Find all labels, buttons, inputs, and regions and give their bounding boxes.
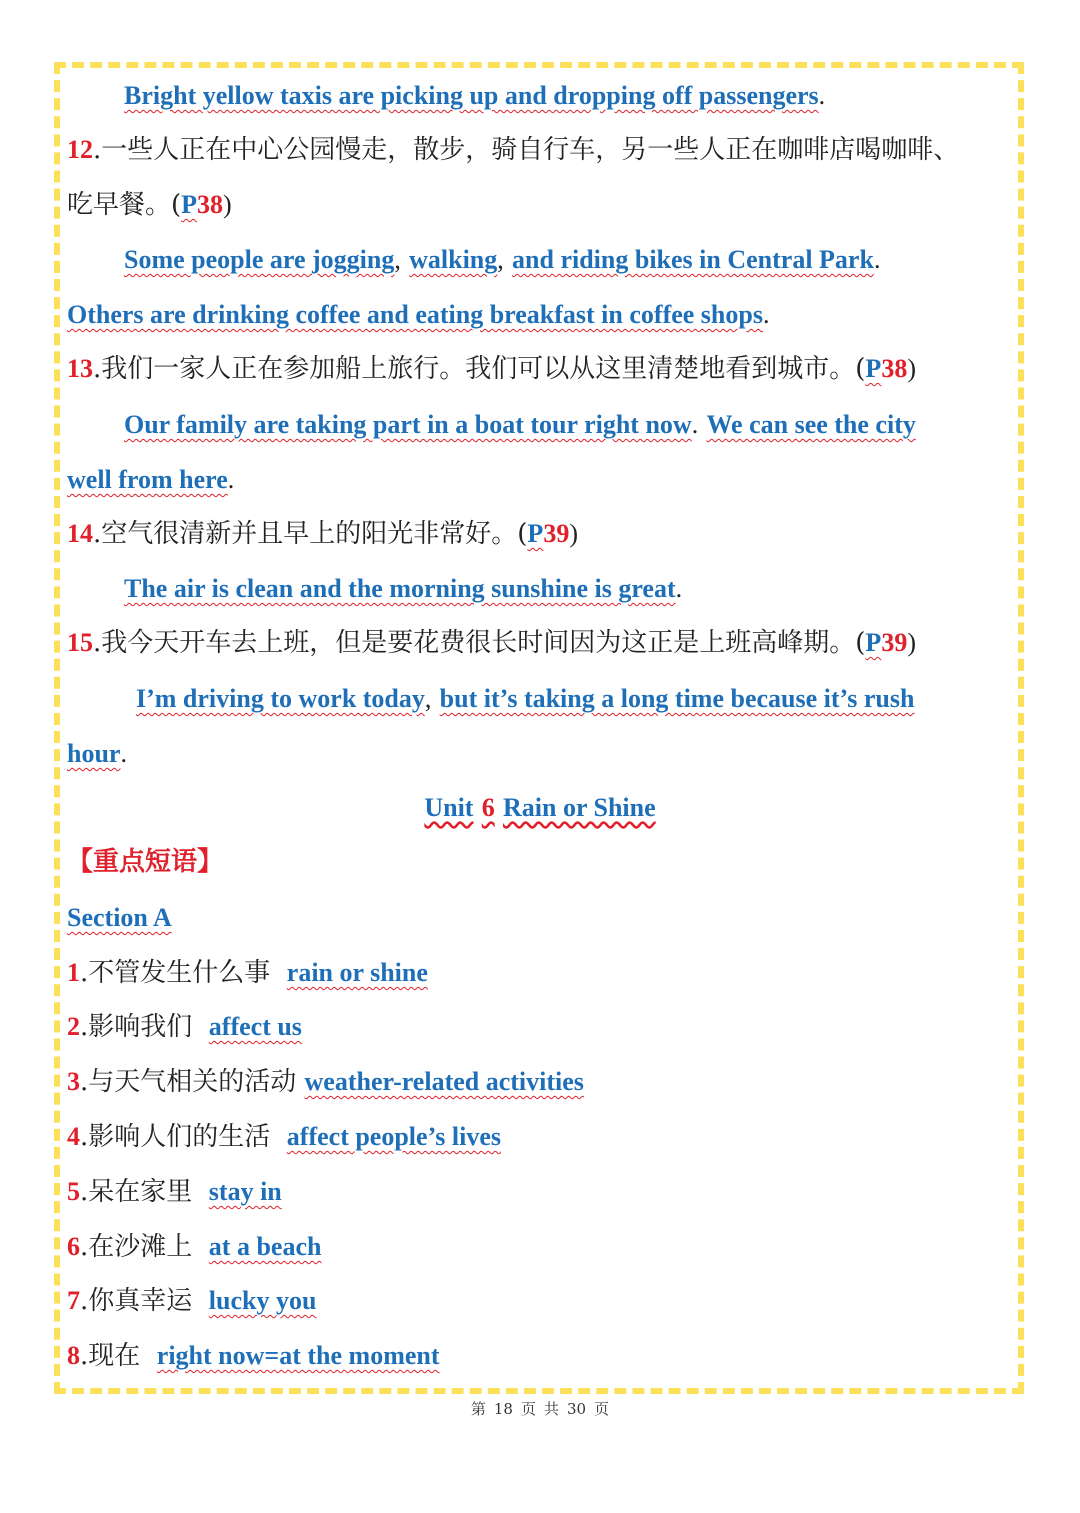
- answer-15-a: [136, 682, 1080, 716]
- question-text: .我今天开车去上班，但是要花费很长时间因为这正是上班高峰期。(: [93, 628, 866, 658]
- phrase-english: affect us: [208, 1012, 302, 1041]
- punctuation: .: [675, 574, 683, 603]
- unit-number: 6: [481, 793, 495, 822]
- phrase-number: 1: [67, 958, 80, 987]
- phrase-item: [67, 956, 1080, 990]
- phrase-english: lucky you: [208, 1286, 317, 1315]
- punctuation: ): [907, 354, 916, 383]
- page-ref-number: 38: [197, 190, 224, 219]
- footer-text: 共: [544, 1400, 560, 1418]
- phrase-chinese: .不管发生什么事: [80, 958, 271, 988]
- punctuation: .: [873, 245, 881, 274]
- question-15: [67, 626, 1080, 660]
- phrase-chinese: .在沙滩上: [80, 1232, 193, 1262]
- phrase-item: [67, 1339, 1080, 1373]
- question-number: 15: [67, 628, 93, 657]
- answer-15-b: [67, 737, 1080, 771]
- answer-14: [124, 572, 1080, 606]
- phrase-item: [67, 1230, 1080, 1264]
- answer-text: Some people are jogging: [124, 245, 395, 274]
- current-page-number: 18: [493, 1400, 513, 1418]
- phrase-number: 3: [67, 1067, 80, 1096]
- question-12-cont: [67, 188, 1080, 222]
- answer-text: hour: [67, 739, 121, 768]
- question-number: 13: [67, 354, 93, 383]
- phrase-english: weather-related activities: [304, 1067, 584, 1096]
- page-ref-number: 39: [881, 628, 908, 657]
- question-12: [67, 133, 1080, 167]
- phrase-number: 2: [67, 1012, 80, 1041]
- punctuation: ): [569, 519, 578, 548]
- punctuation: .: [120, 739, 127, 768]
- punctuation: .: [691, 410, 699, 439]
- total-pages-number: 30: [567, 1400, 587, 1418]
- question-text: .空气很清新并且早上的阳光非常好。(: [93, 519, 528, 549]
- answer-line-11: [124, 79, 1080, 113]
- page-ref-p: P: [865, 628, 882, 657]
- key-phrases-heading: [67, 845, 1080, 879]
- answer-12-b: [67, 298, 1080, 332]
- phrase-english: affect people’s lives: [286, 1122, 501, 1151]
- answer-text: but it’s taking a long time because it’s rush: [439, 684, 915, 713]
- phrase-number: 7: [67, 1286, 80, 1315]
- question-text: 吃早餐。(: [67, 190, 182, 220]
- punctuation: ): [223, 190, 232, 219]
- phrase-item: [67, 1175, 1080, 1209]
- phrase-number: 4: [67, 1122, 80, 1151]
- answer-text: well from here: [67, 465, 228, 494]
- question-number: 14: [67, 519, 93, 548]
- page-ref-p: P: [865, 354, 882, 383]
- page-ref-number: 38: [881, 354, 908, 383]
- footer-text: 页: [594, 1400, 610, 1418]
- phrase-item: [67, 1284, 1080, 1318]
- question-number: 12: [67, 135, 93, 164]
- answer-text: Our family are taking part in a boat tour right now: [124, 410, 692, 439]
- punctuation: .: [227, 465, 235, 494]
- phrase-item: [67, 1010, 1080, 1044]
- answer-text: Bright yellow taxis are picking up and dropping off passengers: [124, 81, 819, 110]
- phrase-english: rain or shine: [286, 958, 428, 987]
- phrase-chinese: .与天气相关的活动: [80, 1067, 297, 1097]
- answer-text: walking: [409, 245, 498, 274]
- punctuation: ,: [497, 245, 504, 274]
- punctuation: ): [907, 628, 916, 657]
- unit-word: Unit: [424, 793, 474, 822]
- answer-13-b: [67, 463, 1080, 497]
- section-text: Section A: [67, 903, 172, 932]
- phrase-chinese: .你真幸运: [80, 1286, 193, 1316]
- page-ref-number: 39: [543, 519, 570, 548]
- punctuation: ,: [424, 684, 432, 713]
- answer-text: We can see the city: [706, 410, 916, 439]
- phrase-english: stay in: [208, 1177, 282, 1206]
- phrase-chinese: .影响人们的生活: [80, 1122, 271, 1152]
- unit-name: Rain or Shine: [502, 793, 656, 822]
- page-footer: [0, 1398, 1080, 1419]
- unit-title: [0, 791, 1080, 825]
- phrase-number: 8: [67, 1341, 80, 1370]
- footer-text: 页: [520, 1400, 536, 1418]
- page-ref-p: P: [527, 519, 544, 548]
- punctuation: ,: [394, 245, 401, 274]
- phrase-item: [67, 1120, 1080, 1154]
- question-13: [67, 352, 1080, 386]
- phrase-item: [67, 1065, 1080, 1099]
- page-ref-p: P: [181, 190, 198, 219]
- heading-text: 【重点短语】: [67, 847, 224, 877]
- question-14: [67, 517, 1080, 551]
- phrase-number: 6: [67, 1232, 80, 1261]
- answer-text: and riding bikes in Central Park: [512, 245, 874, 274]
- footer-text: 第: [470, 1400, 486, 1418]
- answer-13-a: [124, 408, 1080, 442]
- answer-12-a: [124, 243, 1080, 277]
- phrase-number: 5: [67, 1177, 80, 1206]
- phrase-english: right now=at the moment: [156, 1341, 440, 1370]
- punctuation: .: [762, 300, 770, 329]
- question-text: .我们一家人正在参加船上旅行。我们可以从这里清楚地看到城市。(: [93, 354, 866, 384]
- punctuation: .: [818, 81, 826, 110]
- section-label: [67, 901, 1080, 935]
- phrase-chinese: .现在: [80, 1341, 141, 1371]
- answer-text: I’m driving to work today: [136, 684, 425, 713]
- question-text: .一些人正在中心公园慢走，散步，骑自行车，另一些人正在咖啡店喝咖啡、: [93, 135, 960, 165]
- phrase-chinese: .影响我们: [80, 1012, 193, 1042]
- answer-text: Others are drinking coffee and eating breakfast in coffee shops: [67, 300, 763, 329]
- phrase-chinese: .呆在家里: [80, 1177, 193, 1207]
- phrase-english: at a beach: [208, 1232, 322, 1261]
- answer-text: The air is clean and the morning sunshine is great: [124, 574, 676, 603]
